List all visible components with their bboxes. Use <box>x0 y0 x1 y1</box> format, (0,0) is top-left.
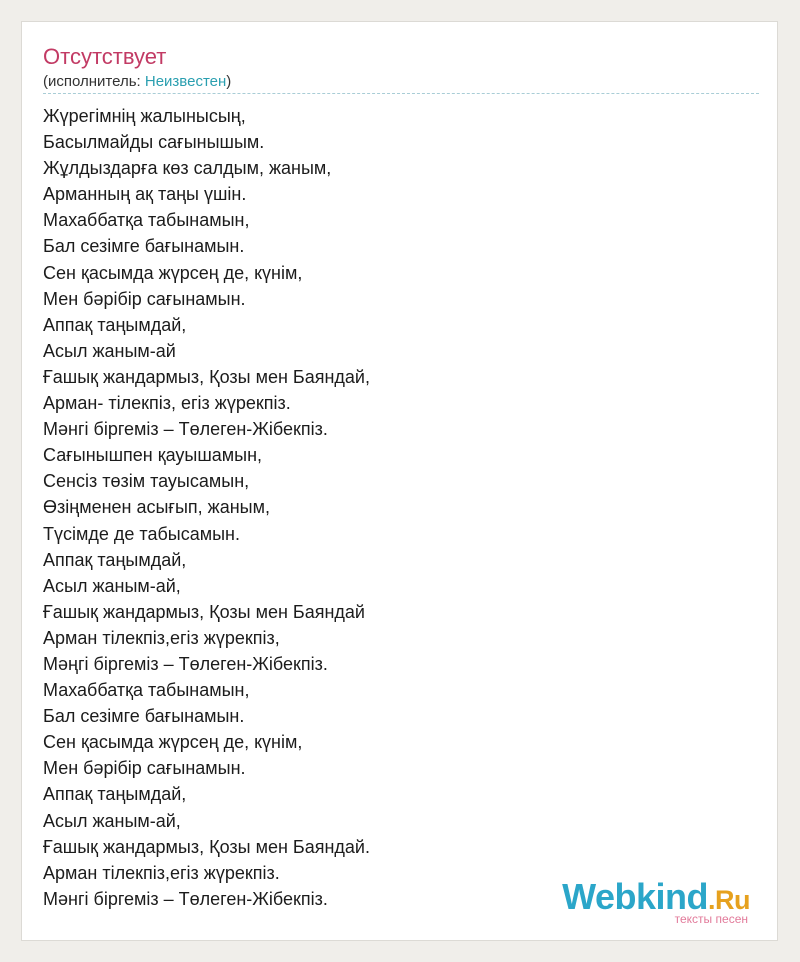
lyric-line: Махаббатқа табынамын, <box>43 210 250 231</box>
lyric-line: Арман тілекпіз,егіз жүрекпіз. <box>43 862 280 883</box>
song-title: Отсутствует <box>43 44 167 69</box>
watermark-tld: .Ru <box>708 885 750 915</box>
lyric-line: Сен қасымда жүрсең де, күнім, <box>43 262 303 283</box>
artist-line <box>43 73 231 91</box>
lyric-line: Мәңгі біргеміз – Төлеген-Жібекпіз. <box>43 653 328 674</box>
lyric-line: Ғашық жандармыз, Қозы мен Баяндай, <box>43 366 370 387</box>
lyric-line: Асыл жаным-ай, <box>43 810 181 831</box>
lyric-line: Мен бәрібір сағынамын. <box>43 758 246 779</box>
lyric-line: Махаббатқа табынамын, <box>43 680 250 701</box>
artist-suffix: ) <box>226 73 232 90</box>
lyric-line: Аппақ таңымдай, <box>43 549 187 570</box>
lyric-line: Мен бәрібір сағынамын. <box>43 288 246 309</box>
watermark-brand: Webkind <box>562 876 708 917</box>
lyric-line: Асыл жаным-ай <box>43 340 176 361</box>
lyric-line: Асыл жаным-ай, <box>43 575 181 596</box>
lyric-line: Сен қасымда жүрсең де, күнім, <box>43 732 303 753</box>
lyric-line: Арман тілекпіз,егіз жүрекпіз, <box>43 627 280 648</box>
lyric-line: Басылмайды сағынышым. <box>43 132 265 153</box>
lyric-line: Ғашық жандармыз, Қозы мен Баяндай <box>43 601 365 622</box>
webkind-watermark[interactable] <box>562 876 750 926</box>
lyric-line: Бал сезімге бағынамын. <box>43 236 245 257</box>
lyric-line: Өзіңменен асығып, жаным, <box>43 497 270 518</box>
lyric-line: Арманның ақ таңы үшін. <box>43 184 247 205</box>
lyrics-card <box>21 21 778 941</box>
lyric-line: Бал сезімге бағынамын. <box>43 706 245 727</box>
lyric-line: Жүрегімнің жалынысың, <box>43 106 246 126</box>
lyrics-list <box>43 103 370 912</box>
lyric-line: Ғашық жандармыз, Қозы мен Баяндай. <box>43 836 370 857</box>
lyric-line: Аппақ таңымдай, <box>43 314 187 335</box>
lyric-line: Жұлдыздарға көз салдым, жаным, <box>43 158 332 179</box>
lyric-line: Арман- тілекпіз, егіз жүрекпіз. <box>43 393 291 414</box>
lyric-line: Мәнгі біргеміз – Төлеген-Жібекпіз. <box>43 888 328 909</box>
lyric-line: Түсімде де табысамын. <box>43 523 240 544</box>
artist-link[interactable]: Неизвестен <box>144 73 227 90</box>
lyric-line: Сағынышпен қауышамын, <box>43 445 263 466</box>
lyric-line: Сенсіз төзім тауысамын, <box>43 471 250 492</box>
watermark-tagline: тексты песен <box>674 912 748 926</box>
lyric-line: Аппақ таңымдай, <box>43 784 187 805</box>
lyric-line: Мәнгі біргеміз – Төлеген-Жібекпіз. <box>43 419 328 440</box>
artist-prefix: (исполнитель: <box>43 73 145 90</box>
dashed-divider <box>43 93 759 94</box>
